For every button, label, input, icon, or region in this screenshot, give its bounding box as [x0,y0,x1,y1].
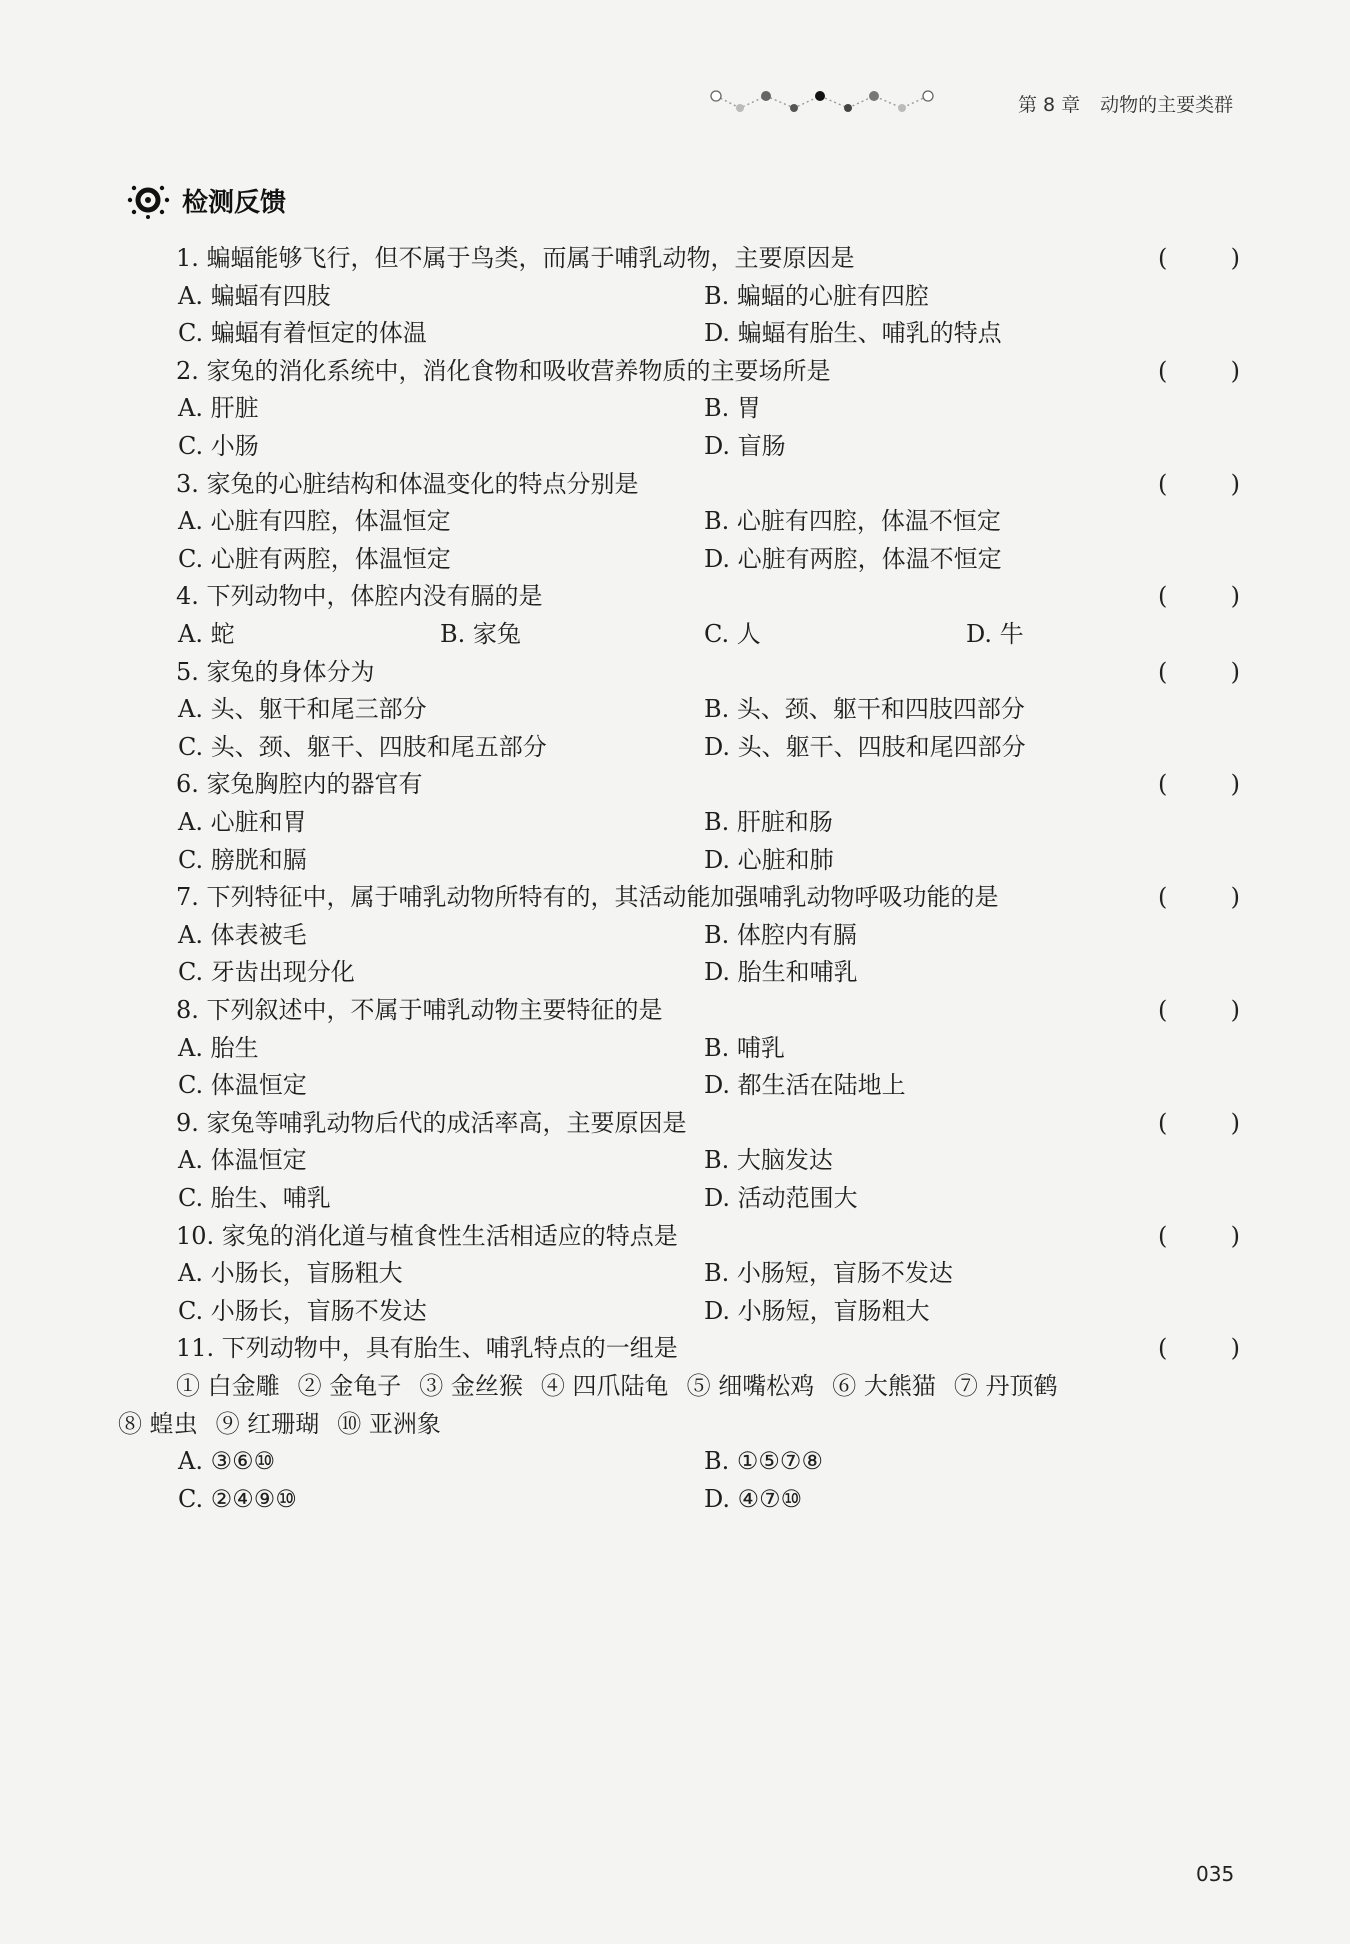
answer-paren-open: ( [1158,244,1168,272]
answer-paren-close: ) [1230,357,1240,385]
answer-paren-close: ) [1230,1334,1240,1362]
answer-blank[interactable] [1158,877,1240,917]
option-d: D. 活动范围大 [704,1184,858,1212]
question-stem: 5. 家兔的身体分为 [176,658,375,686]
option-c: C. 体温恒定 [178,1071,307,1099]
option-b: B. 头、颈、躯干和四肢四部分 [704,695,1025,723]
option-d: D. ④⑦⑩ [704,1485,803,1513]
answer-paren-open: ( [1158,770,1168,798]
animal-item: ④ 四爪陆龟 [540,1372,669,1400]
animal-list [118,1404,459,1444]
answer-paren-close: ) [1230,1109,1240,1137]
option-a: A. 蝙蝠有四肢 [178,282,331,310]
answer-paren-close: ) [1230,582,1240,610]
option-c: C. 蝙蝠有着恒定的体温 [178,319,427,347]
option-c: C. 胎生、哺乳 [178,1184,331,1212]
answer-paren-open: ( [1158,1334,1168,1362]
animal-item: ⑨ 红珊瑚 [215,1410,320,1438]
option-d: D. 都生活在陆地上 [704,1071,906,1099]
option-d: D. 胎生和哺乳 [704,958,858,986]
option-a: A. 心脏有四腔，体温恒定 [178,507,451,535]
answer-blank[interactable] [1158,238,1240,278]
option-b: B. 心脏有四腔，体温不恒定 [704,507,1001,535]
question-stem: 2. 家兔的消化系统中，消化食物和吸收营养物质的主要场所是 [176,357,831,385]
answer-blank[interactable] [1158,464,1240,504]
animal-item: ⑤ 细嘴松鸡 [686,1372,815,1400]
option-a: A. 体表被毛 [178,921,307,949]
animal-item: ⑧ 蝗虫 [118,1410,198,1438]
option-b: B. 小肠短，盲肠不发达 [704,1259,953,1287]
option-a: A. 心脏和胃 [178,808,307,836]
option-d: D. 牛 [966,620,1024,648]
option-d: D. 蝙蝠有胎生、哺乳的特点 [704,319,1002,347]
option-c: C. ②④⑨⑩ [178,1485,297,1513]
option-b: B. 体腔内有膈 [704,921,857,949]
answer-blank[interactable] [1158,652,1240,692]
option-d: D. 盲肠 [704,432,786,460]
question-stem: 11. 下列动物中，具有胎生、哺乳特点的一组是 [176,1334,678,1362]
answer-blank[interactable] [1158,1216,1240,1256]
option-b: B. 蝙蝠的心脏有四腔 [704,282,929,310]
option-a: A. 胎生 [178,1034,259,1062]
answer-blank[interactable] [1158,990,1240,1030]
answer-paren-open: ( [1158,996,1168,1024]
question-stem: 8. 下列叙述中，不属于哺乳动物主要特征的是 [176,996,663,1024]
option-a: A. 小肠长，盲肠粗大 [178,1259,403,1287]
question-stem: 6. 家兔胸腔内的器官有 [176,770,423,798]
answer-blank[interactable] [1158,576,1240,616]
chapter-label [1018,90,1233,117]
answer-paren-close: ) [1230,658,1240,686]
option-d: D. 头、躯干、四肢和尾四部分 [704,733,1026,761]
answer-blank[interactable] [1158,1328,1240,1368]
answer-paren-open: ( [1158,357,1168,385]
animal-item: ⑦ 丹顶鹤 [953,1372,1058,1400]
answer-paren-close: ) [1230,1222,1240,1250]
wave-dots-decoration [710,86,1010,116]
option-d: D. 心脏有两腔，体温不恒定 [704,545,1002,573]
answer-paren-close: ) [1230,996,1240,1024]
question-stem: 10. 家兔的消化道与植食性生活相适应的特点是 [176,1222,678,1250]
section-dot-icon [124,182,174,220]
option-c: C. 人 [704,620,761,648]
option-a: A. 体温恒定 [178,1146,307,1174]
option-c: C. 小肠长，盲肠不发达 [178,1297,427,1325]
option-a: A. 肝脏 [178,394,259,422]
answer-paren-open: ( [1158,1222,1168,1250]
answer-paren-open: ( [1158,582,1168,610]
answer-blank[interactable] [1158,764,1240,804]
option-c: C. 头、颈、躯干、四肢和尾五部分 [178,733,547,761]
animal-item: ③ 金丝猴 [419,1372,523,1400]
answer-paren-close: ) [1230,470,1240,498]
option-a: A. 头、躯干和尾三部分 [178,695,427,723]
animal-item: ⑥ 大熊猫 [832,1372,936,1400]
option-c: C. 膀胱和膈 [178,846,307,874]
section-title: 检测反馈 [182,188,287,218]
page-header [700,82,1260,122]
option-a: A. ③⑥⑩ [178,1447,276,1475]
chapter-number: 第 8 章 [1018,94,1081,116]
answer-paren-close: ) [1230,244,1240,272]
answer-paren-close: ) [1230,770,1240,798]
answer-paren-open: ( [1158,470,1168,498]
answer-paren-open: ( [1158,883,1168,911]
question-stem: 4. 下列动物中，体腔内没有膈的是 [176,582,543,610]
animal-item: ⑩ 亚洲象 [337,1410,441,1438]
option-b: B. 胃 [704,394,761,422]
question-stem: 7. 下列特征中，属于哺乳动物所特有的，其活动能加强哺乳动物呼吸功能的是 [176,883,999,911]
option-c: C. 牙齿出现分化 [178,958,355,986]
answer-paren-open: ( [1158,658,1168,686]
page-number: 035 [1196,1862,1235,1886]
option-c: C. 小肠 [178,432,259,460]
chapter-title: 动物的主要类群 [1100,94,1234,116]
answer-blank[interactable] [1158,1103,1240,1143]
answer-paren-open: ( [1158,1109,1168,1137]
animal-list [176,1366,1075,1406]
question-stem: 9. 家兔等哺乳动物后代的成活率高，主要原因是 [176,1109,687,1137]
option-d: D. 小肠短，盲肠粗大 [704,1297,930,1325]
option-b: B. 家兔 [440,620,521,648]
option-b: B. 哺乳 [704,1034,785,1062]
question-stem: 3. 家兔的心脏结构和体温变化的特点分别是 [176,470,639,498]
option-d: D. 心脏和肺 [704,846,834,874]
animal-item: ② 金龟子 [297,1372,402,1400]
option-b: B. 大脑发达 [704,1146,833,1174]
option-b: B. ①⑤⑦⑧ [704,1447,823,1475]
answer-paren-close: ) [1230,883,1240,911]
answer-blank[interactable] [1158,351,1240,391]
question-stem: 1. 蝙蝠能够飞行，但不属于鸟类，而属于哺乳动物，主要原因是 [176,244,855,272]
animal-item: ① 白金雕 [176,1372,280,1400]
option-c: C. 心脏有两腔，体温恒定 [178,545,451,573]
option-a: A. 蛇 [178,620,235,648]
option-b: B. 肝脏和肠 [704,808,833,836]
